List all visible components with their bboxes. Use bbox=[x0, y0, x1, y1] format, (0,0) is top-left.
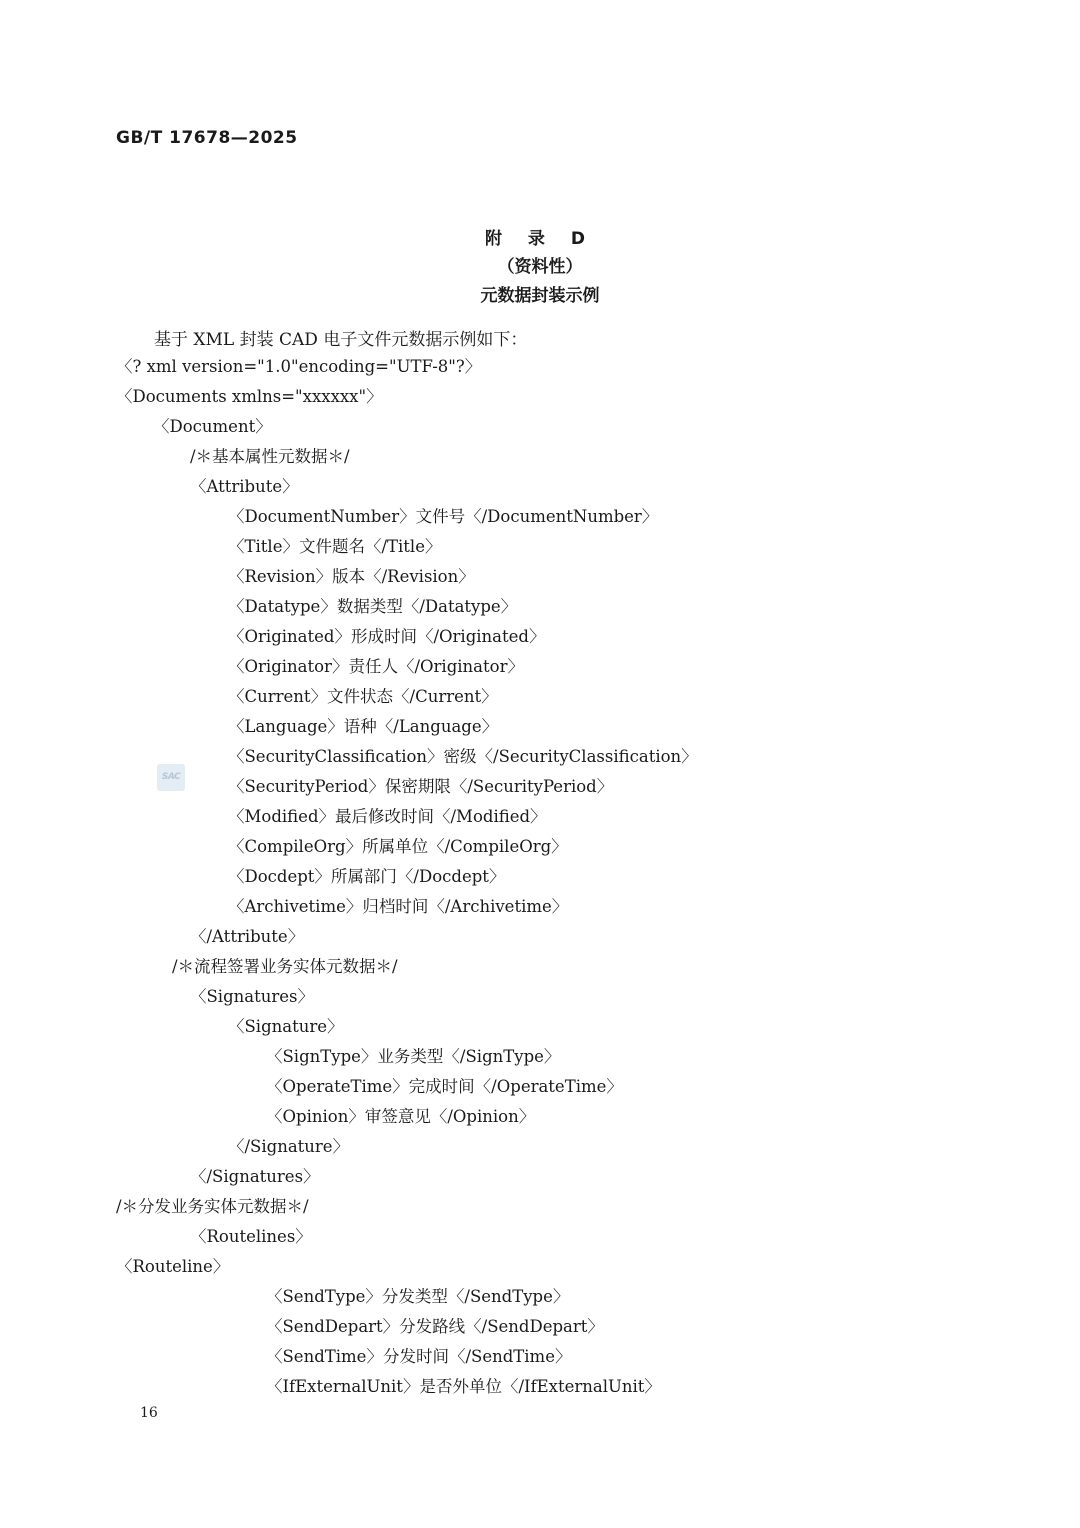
code-line-send-type: 〈SendType〉分发类型〈/SendType〉 bbox=[266, 1287, 570, 1306]
code-line-modified: 〈Modified〉最后修改时间〈/Modified〉 bbox=[228, 807, 547, 826]
code-line-signature-close: 〈/Signature〉 bbox=[228, 1137, 350, 1156]
appendix-name: 元数据封装示例 bbox=[480, 286, 600, 306]
code-line-language: 〈Language〉语种〈/Language〉 bbox=[228, 717, 499, 736]
appendix-type: （资料性） bbox=[497, 257, 583, 277]
code-line-document-open: 〈Document〉 bbox=[153, 417, 272, 436]
standard-number-header: GB/T 17678—2025 bbox=[116, 128, 298, 148]
code-line-revision: 〈Revision〉版本〈/Revision〉 bbox=[228, 567, 475, 586]
code-line-attribute-close: 〈/Attribute〉 bbox=[190, 927, 305, 946]
code-line-title: 〈Title〉文件题名〈/Title〉 bbox=[228, 537, 442, 556]
code-line-datatype: 〈Datatype〉数据类型〈/Datatype〉 bbox=[228, 597, 518, 616]
code-comment-signature-entity: /＊流程签署业务实体元数据＊/ bbox=[172, 957, 398, 976]
code-line-routelines-open: 〈Routelines〉 bbox=[190, 1227, 312, 1246]
code-line-xml-declaration: 〈? xml version="1.0"encoding="UTF-8"?〉 bbox=[116, 357, 482, 376]
code-comment-distribution-entity: /＊分发业务实体元数据＊/ bbox=[116, 1197, 309, 1216]
code-line-current: 〈Current〉文件状态〈/Current〉 bbox=[228, 687, 498, 706]
code-line-signature-open: 〈Signature〉 bbox=[228, 1017, 344, 1036]
code-line-signatures-open: 〈Signatures〉 bbox=[190, 987, 314, 1006]
code-line-routeline-open: 〈Routeline〉 bbox=[116, 1257, 230, 1276]
sac-watermark-logo: SAC bbox=[157, 764, 185, 791]
code-line-send-depart: 〈SendDepart〉分发路线〈/SendDepart〉 bbox=[266, 1317, 604, 1336]
code-line-opinion: 〈Opinion〉审签意见〈/Opinion〉 bbox=[266, 1107, 536, 1126]
code-line-attribute-open: 〈Attribute〉 bbox=[190, 477, 299, 496]
code-line-send-time: 〈SendTime〉分发时间〈/SendTime〉 bbox=[266, 1347, 572, 1366]
code-line-operate-time: 〈OperateTime〉完成时间〈/OperateTime〉 bbox=[266, 1077, 623, 1096]
code-line-security-classification: 〈SecurityClassification〉密级〈/SecurityClassification〉 bbox=[228, 747, 698, 766]
code-comment-basic-attributes: /＊基本属性元数据＊/ bbox=[190, 447, 350, 466]
code-line-if-external-unit: 〈IfExternalUnit〉是否外单位〈/IfExternalUnit〉 bbox=[266, 1377, 661, 1396]
code-line-documents-open: 〈Documents xmlns="xxxxxx"〉 bbox=[116, 387, 383, 406]
code-line-originator: 〈Originator〉责任人〈/Originator〉 bbox=[228, 657, 524, 676]
code-line-originated: 〈Originated〉形成时间〈/Originated〉 bbox=[228, 627, 546, 646]
code-line-compile-org: 〈CompileOrg〉所属单位〈/CompileOrg〉 bbox=[228, 837, 568, 856]
code-line-archivetime: 〈Archivetime〉归档时间〈/Archivetime〉 bbox=[228, 897, 569, 916]
intro-paragraph: 基于 XML 封装 CAD 电子文件元数据示例如下： bbox=[154, 330, 528, 350]
code-line-docdept: 〈Docdept〉所属部门〈/Docdept〉 bbox=[228, 867, 506, 886]
code-line-document-number: 〈DocumentNumber〉文件号〈/DocumentNumber〉 bbox=[228, 507, 659, 526]
page-number: 16 bbox=[140, 1405, 158, 1421]
code-line-security-period: 〈SecurityPeriod〉保密期限〈/SecurityPeriod〉 bbox=[228, 777, 614, 796]
code-line-sign-type: 〈SignType〉业务类型〈/SignType〉 bbox=[266, 1047, 561, 1066]
appendix-title: 附 录 D bbox=[485, 229, 595, 249]
code-line-signatures-close: 〈/Signatures〉 bbox=[190, 1167, 320, 1186]
